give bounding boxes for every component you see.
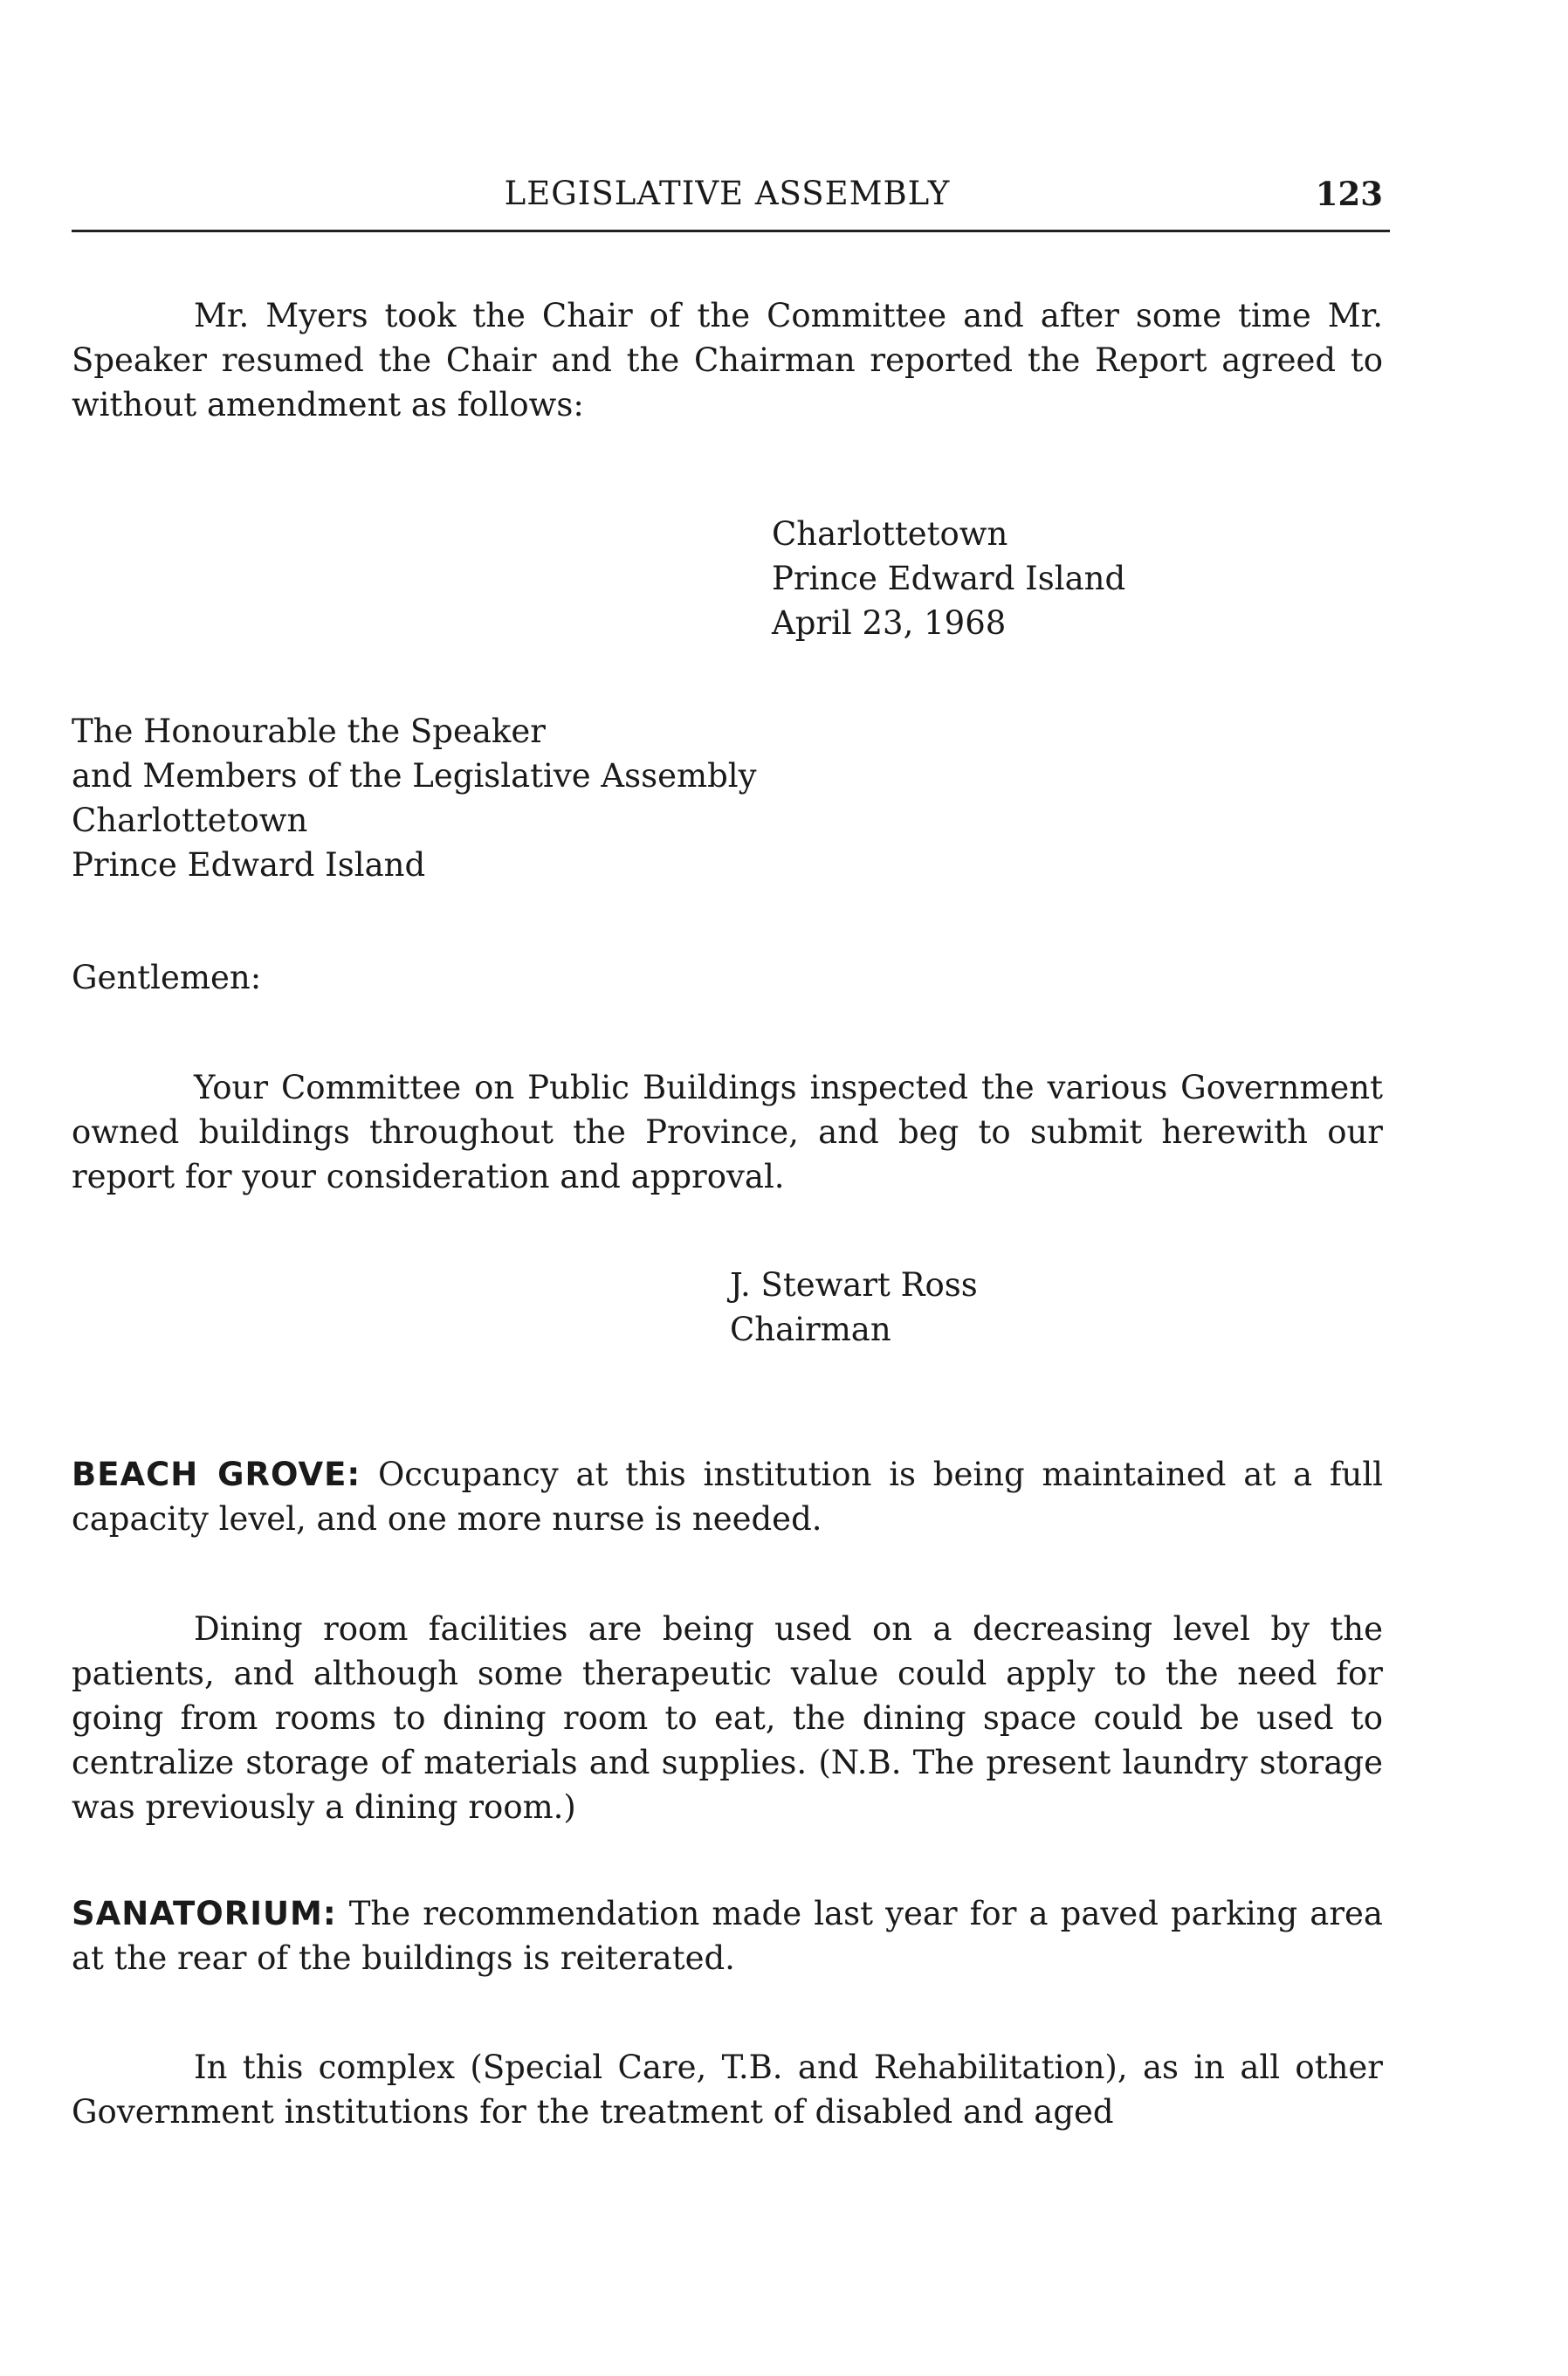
place-city: Charlottetown [772,515,1008,553]
report-date: April 23, 1968 [772,604,1007,642]
section-paragraph: In this complex (Special Care, T.B. and Rehabilitation), as in all other Government institutions for the treatment of disabled and aged [72,2049,1383,2131]
addressee-line: and Members of the Legislative Assembly [72,757,757,795]
addressee-line: The Honourable the Speaker [72,713,546,750]
salutation: Gentlemen: [72,959,262,996]
page-header [72,175,1383,227]
section-beach-grove [72,1452,1383,1541]
section-sanatorium [72,1891,1383,1980]
section-text: The recommendation made last year for a paved parking area at the rear of the buildings is reiterated. [72,1895,1383,1977]
signature-block [730,1263,978,1352]
running-head: LEGISLATIVE ASSEMBLY [504,175,951,212]
intro-paragraph: Mr. Myers took the Chair of the Committee and after some time Mr. Speaker resumed the Chair and the Chairman reported the Report agreed to without amendment as follows: [72,297,1383,424]
section-paragraph: Dining room facilities are being used on a decreasing level by the patients, and although some therapeutic value could apply to the need for going from rooms to dining room to eat, the dining space could be used to centralize storage of materials and supplies. (N.B. The present laundry storage was previously a dining room.) [72,1610,1383,1826]
section-heading: BEACH GROVE: [72,1456,361,1493]
body-paragraph: Your Committee on Public Buildings inspected the various Government owned buildings throughout the Province, and beg to submit herewith our report for your consideration and approval. [72,1069,1383,1195]
section-heading: SANATORIUM: [72,1895,337,1932]
page-number: 123 [1315,175,1383,213]
signature-name: J. Stewart Ross [730,1266,978,1304]
place-province: Prince Edward Island [772,560,1126,597]
header-rule [72,230,1390,232]
addressee-line: Prince Edward Island [72,846,426,884]
signature-title: Chairman [730,1311,891,1348]
place-date-block [772,512,1125,645]
addressee-line: Charlottetown [72,802,308,839]
addressee-block [72,709,757,887]
section-text: Occupancy at this institution is being maintained at a full capacity level, and one more nurse is needed. [72,1456,1384,1538]
